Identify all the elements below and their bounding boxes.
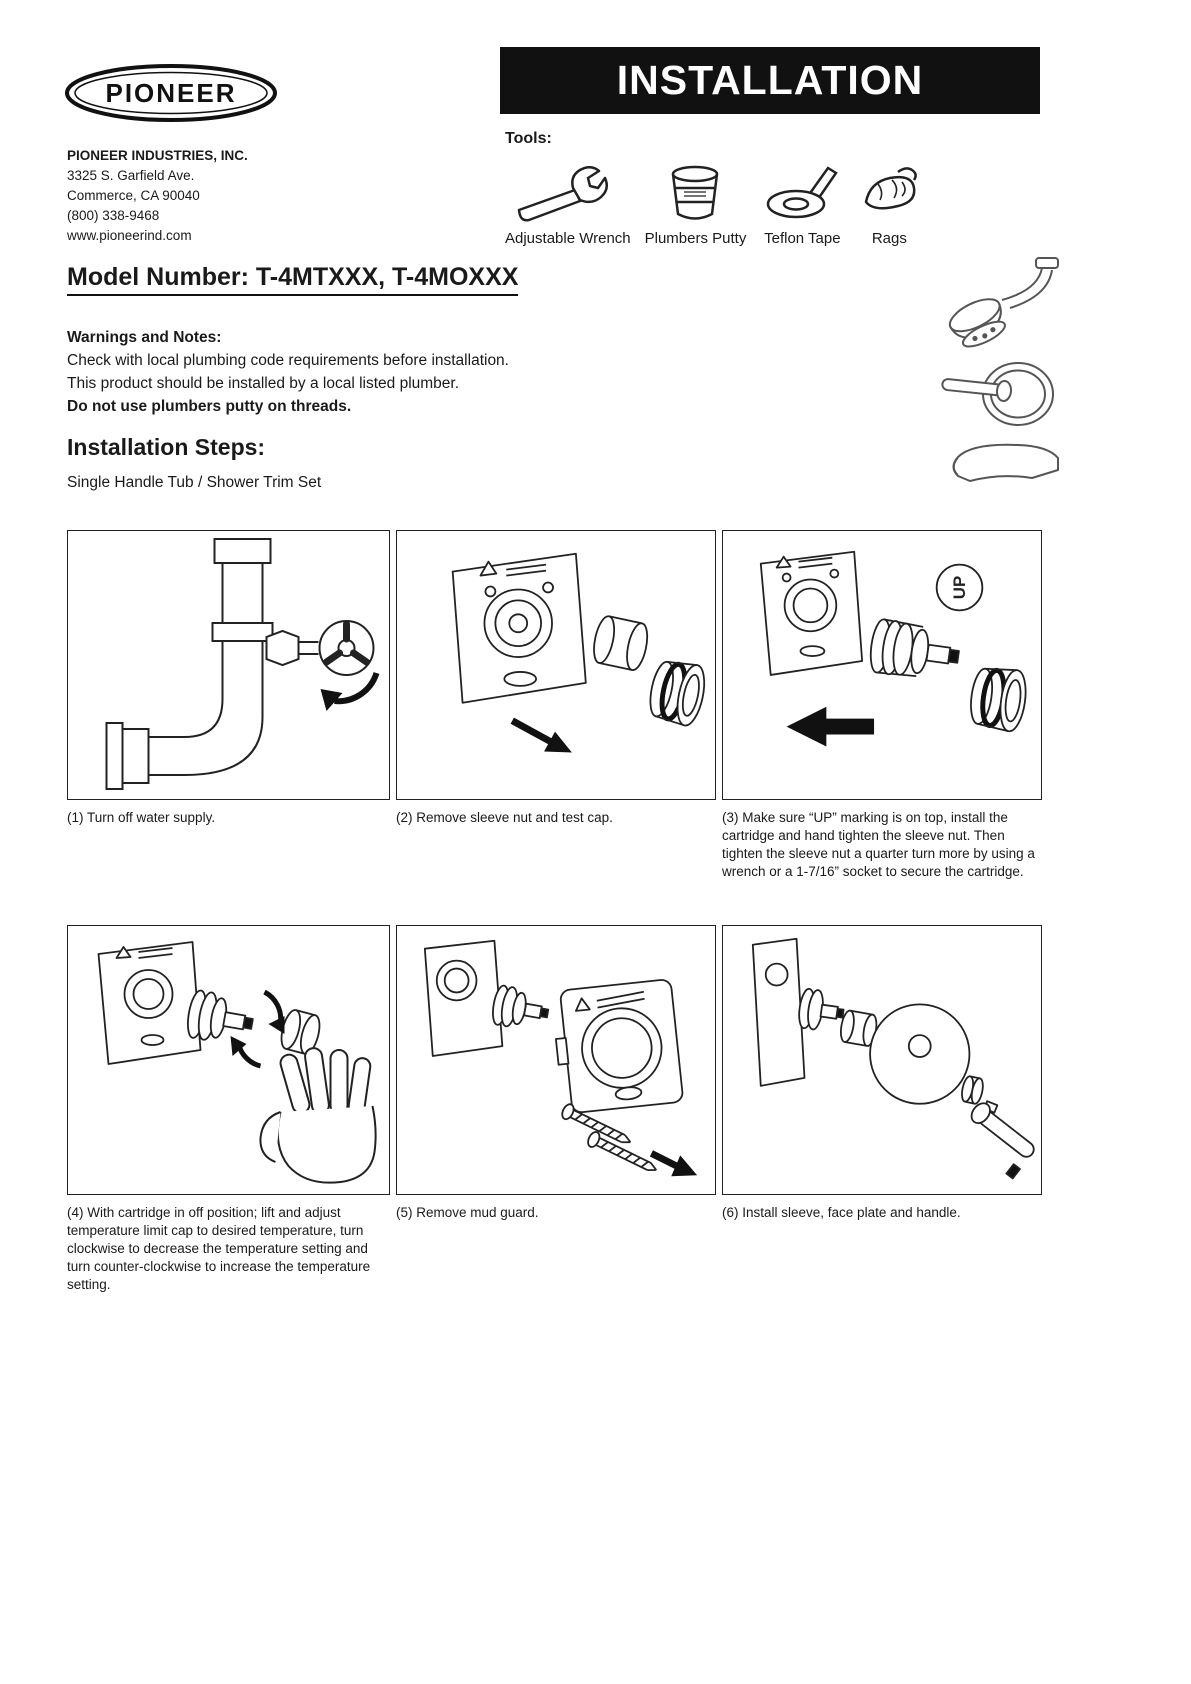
step-6-figure [722, 925, 1042, 1195]
model-number-value: T-4MTXXX, T-4MOXXX [255, 263, 519, 291]
warnings-section [67, 326, 509, 418]
step-5-caption: (5) Remove mud guard. [396, 1205, 539, 1220]
shower-head-illustration [945, 258, 1058, 353]
tools-label: Tools: [505, 130, 552, 147]
teflon-tape-icon [760, 156, 844, 222]
installation-banner: INSTALLATION [500, 47, 1040, 114]
step-5-illustration [397, 926, 715, 1194]
company-info [67, 146, 248, 246]
installation-steps-title: Installation Steps: [67, 434, 266, 460]
warning-line-2: This product should be installed by a local listed plumber. [67, 375, 460, 392]
adjustable-wrench-icon [513, 156, 623, 222]
plumbers-putty-icon [664, 156, 726, 222]
tub-spout-illustration [954, 445, 1059, 481]
step-3-caption: (3) Make sure “UP” marking is on top, install the cartridge and hand tighten the sleeve nut. Then tighten the sleeve nut a quarter turn more by using a wrench or a 1-7/16” socket to secure the cartridge. [722, 810, 1035, 879]
tool-label-teflon-tape: Teflon Tape [764, 230, 841, 247]
tool-adjustable-wrench [505, 156, 631, 247]
step-1-figure [67, 530, 390, 800]
company-phone: (800) 338-9468 [67, 208, 160, 223]
product-illustration [870, 252, 1080, 517]
up-marking-callout: UP [950, 575, 970, 600]
step-5-figure [396, 925, 716, 1195]
tool-label-rags: Rags [871, 230, 907, 247]
company-address-2: Commerce, CA 90040 [67, 188, 200, 203]
step-3-illustration [723, 531, 1041, 799]
pioneer-logo [62, 62, 280, 129]
step-4-figure [67, 925, 390, 1195]
step-panel-4 [67, 925, 390, 1294]
pioneer-logo-oval [62, 62, 280, 124]
step-2-caption: (2) Remove sleeve nut and test cap. [396, 810, 613, 825]
step-panel-6 [722, 925, 1042, 1222]
model-number-label: Model Number: [67, 263, 249, 291]
installation-subtitle: Single Handle Tub / Shower Trim Set [67, 474, 322, 491]
step-4-caption: (4) With cartridge in off position; lift and adjust temperature limit cap to desired temperature, turn clockwise to decrease the temperature setting and turn counter-clockwise to increase the temperature setting. [67, 1205, 371, 1292]
step-2-figure [396, 530, 716, 800]
step-3-figure [722, 530, 1042, 800]
tools-row [505, 156, 1045, 247]
step-6-illustration [723, 926, 1041, 1194]
company-website: www.pioneerind.com [67, 228, 192, 243]
tool-rags [858, 156, 920, 247]
step-panel-3 [722, 530, 1042, 881]
step-6-caption: (6) Install sleeve, face plate and handle. [722, 1205, 961, 1220]
step-panel-1 [67, 530, 390, 827]
tools-section [505, 130, 1045, 247]
tool-label-plumbers-putty: Plumbers Putty [644, 230, 747, 247]
company-name: PIONEER INDUSTRIES, INC. [67, 148, 248, 163]
warnings-title: Warnings and Notes: [67, 329, 222, 346]
step-panel-5 [396, 925, 716, 1222]
step-panel-2 [396, 530, 716, 827]
company-address-1: 3325 S. Garfield Ave. [67, 168, 195, 183]
step-1-illustration [68, 531, 389, 799]
tool-plumbers-putty [645, 156, 747, 247]
rags-icon [858, 156, 920, 222]
step-4-illustration [68, 926, 389, 1194]
step-1-caption: (1) Turn off water supply. [67, 810, 216, 825]
warning-line-bold: Do not use plumbers putty on threads. [67, 398, 352, 415]
step-2-illustration [397, 531, 715, 799]
pioneer-logo-text: PIONEER [105, 78, 237, 108]
tool-teflon-tape [760, 156, 844, 247]
model-number-heading [67, 263, 518, 292]
valve-trim-illustration [941, 363, 1053, 425]
tool-label-adjustable-wrench: Adjustable Wrench [505, 230, 631, 247]
warning-line-1: Check with local plumbing code requirements before installation. [67, 352, 509, 369]
